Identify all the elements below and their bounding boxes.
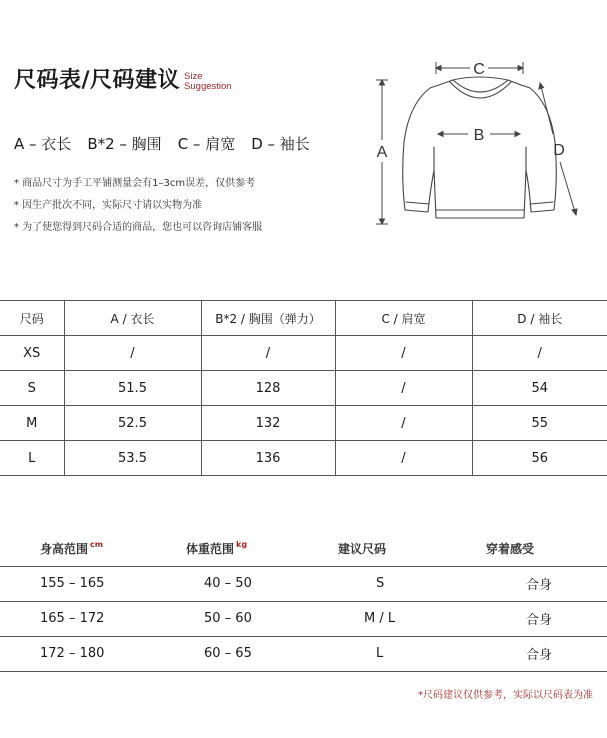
footer-disclaimer: *尺码建议仅供参考，实际以尺码表为准 [418,690,593,701]
table-header-row [0,301,607,336]
legend-item-a: A – 衣长 [14,135,72,153]
measurement-legend [14,133,326,154]
column-header: C / 肩宽 [335,301,472,336]
column-header: D / 袖长 [472,301,607,336]
measurement-notes [14,173,262,239]
column-header: 穿着感受 [458,532,607,566]
sweater-icon [403,77,557,218]
note-line: * 因生产批次不同，实际尺寸请以实物为准 [14,200,203,211]
column-header: B*2 / 胸围（弹力） [201,301,335,336]
size-chart-table [0,300,607,476]
column-header: 身高范围 $^{cm}$ [0,532,160,566]
note-line: * 为了使您得到尺码合适的商品，您也可以咨询店铺客服 [14,222,263,233]
column-header: 建议尺码 [308,532,458,566]
table-row: 155 – 165 40 – 50 S 合身 [0,566,607,601]
size-recommendation-table [0,532,607,672]
column-header: 尺码 [0,301,64,336]
table-row: 172 – 180 60 – 65 L 合身 [0,636,607,671]
label-c: C [473,61,485,78]
page-title: 尺码表/尺码建议 [14,68,181,93]
label-b: B [473,127,485,144]
column-header: 体重范围 $^{kg}$ [160,532,308,566]
legend-item-d: D – 袖长 [251,135,310,153]
column-header: A / 衣长 [64,301,201,336]
note-line: * 商品尺寸为手工平铺测量会有1–3cm误差，仅供参考 [14,178,256,189]
table-row: L 53.5 136 / 56 [0,441,607,476]
table-row: M 52.5 132 / 55 [0,406,607,441]
legend-item-c: C – 肩宽 [177,135,236,153]
table-header-row [0,532,607,566]
sweater-measurement-diagram [368,52,598,237]
label-d: D [553,142,565,159]
page-title-english: Size Suggestion [184,71,232,92]
legend-item-b: B*2 – 胸围 [87,135,162,153]
table-row: S 51.5 128 / 54 [0,371,607,406]
label-a: A [376,144,388,161]
table-row: 165 – 172 50 – 60 M / L 合身 [0,601,607,636]
page-header [14,66,232,96]
table-row: XS / / / / [0,336,607,371]
